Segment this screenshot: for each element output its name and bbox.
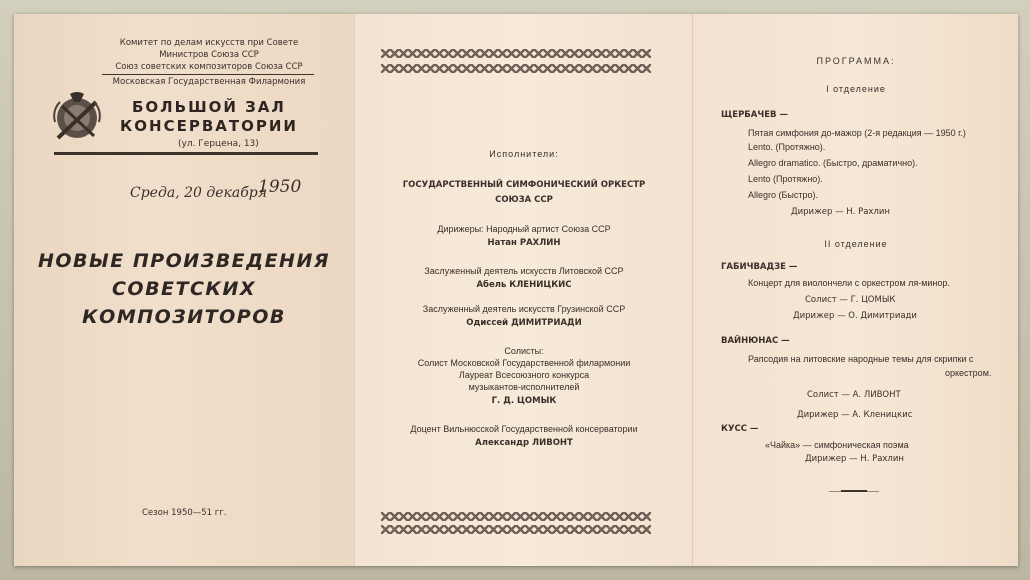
orchestra-name-line-1: ГОСУДАРСТВЕННЫЙ СИМФОНИЧЕСКИЙ ОРКЕСТР bbox=[402, 180, 646, 190]
concert-title-line-2: СОВЕТСКИХ bbox=[111, 278, 257, 300]
composer-3: ВАЙНЮНАС — bbox=[721, 336, 790, 346]
hall-name-line-1: БОЛЬШОЙ ЗАЛ bbox=[132, 98, 286, 116]
program-panel bbox=[692, 14, 1018, 566]
conductor-1-name: Натан РАХЛИН bbox=[487, 238, 561, 248]
soloists-label: Солисты: bbox=[504, 346, 544, 356]
header-divider bbox=[102, 74, 314, 75]
top-ornament-line-1 bbox=[381, 49, 651, 58]
part-2-heading: II отделение bbox=[824, 239, 888, 249]
orchestra-name-line-2: СОЮЗА ССР bbox=[495, 195, 553, 205]
end-ornament-line bbox=[829, 491, 879, 492]
performers-panel bbox=[354, 14, 692, 566]
header-line-4: Московская Государственная Филармония bbox=[112, 77, 306, 87]
season-label: Сезон 1950—51 гг. bbox=[142, 508, 227, 518]
part-1-heading: I отделение bbox=[826, 84, 886, 94]
hall-divider bbox=[54, 152, 318, 155]
performers-heading: Исполнители: bbox=[489, 149, 559, 159]
work-3-title-line-2: оркестром. bbox=[945, 368, 992, 378]
conductor-2-name: Абель КЛЕНИЦКИС bbox=[476, 280, 572, 290]
work-1-movement-3: Lento (Протяжно). bbox=[748, 174, 823, 184]
conservatory-emblem-icon bbox=[50, 88, 104, 146]
bottom-ornament-line-1 bbox=[381, 512, 651, 521]
conductor-3-name: Одиссей ДИМИТРИАДИ bbox=[466, 318, 582, 328]
conductors-label: Дирижеры: Народный артист Союза ССР bbox=[437, 224, 611, 234]
composer-4: КУСС — bbox=[721, 424, 759, 434]
work-1-movement-4: Allegro (Быстро). bbox=[748, 190, 819, 200]
cover-panel bbox=[14, 14, 354, 566]
conductor-3-title: Заслуженный деятель искусств Грузинской ССР bbox=[422, 304, 626, 314]
hall-name-line-2: КОНСЕРВАТОРИИ bbox=[120, 117, 298, 135]
work-1-conductor: Дирижер — Н. Рахлин bbox=[791, 207, 890, 217]
work-2-title: Концерт для виолончели с оркестром ля-минор. bbox=[748, 278, 950, 288]
work-4-conductor: Дирижер — Н. Рахлин bbox=[805, 454, 904, 464]
work-4-title: «Чайка» — симфоническая поэма bbox=[765, 440, 909, 450]
soloist-1-title-line-3: музыкантов-исполнителей bbox=[468, 382, 580, 392]
program-heading: ПРОГРАММА: bbox=[816, 56, 896, 66]
concert-program-sheet bbox=[14, 14, 1018, 566]
conductor-2-title: Заслуженный деятель искусств Литовской ССР bbox=[424, 266, 624, 276]
work-1-movement-1: Lento. (Протяжно). bbox=[748, 142, 826, 152]
work-1-title: Пятая симфония до-мажор (2-я редакция — 1950 г.) bbox=[748, 128, 966, 138]
soloist-1-title-line-2: Лауреат Всесоюзного конкурса bbox=[458, 370, 590, 380]
composer-1: ЩЕРБАЧЕВ — bbox=[721, 110, 788, 120]
header-line-2: Министров Союза ССР bbox=[159, 50, 259, 60]
header-line-1: Комитет по делам искусств при Совете bbox=[119, 38, 299, 48]
soloist-2-title: Доцент Вильнюсской Государственной консерватории bbox=[410, 424, 638, 434]
bottom-ornament-line-2 bbox=[381, 525, 651, 534]
composer-2: ГАБИЧВАДЗЕ — bbox=[721, 262, 798, 272]
concert-title-line-3: КОМПОЗИТОРОВ bbox=[82, 306, 286, 328]
concert-title-line-1: НОВЫЕ ПРОИЗВЕДЕНИЯ bbox=[38, 250, 330, 272]
work-3-conductor: Дирижер — А. Кленицкис bbox=[797, 410, 913, 420]
work-3-title-line-1: Рапсодия на литовские народные темы для скрипки с bbox=[748, 354, 974, 364]
soloist-1-title-line-1: Солист Московской Государственной филармонии bbox=[417, 358, 631, 368]
work-3-soloist: Солист — А. ЛИВОНТ bbox=[807, 390, 901, 400]
top-ornament-line-2 bbox=[381, 64, 651, 73]
soloist-2-name: Александр ЛИВОНТ bbox=[475, 438, 573, 448]
concert-year: 1950 bbox=[258, 177, 302, 197]
work-2-conductor: Дирижер — О. Димитриади bbox=[793, 311, 917, 321]
soloist-1-name: Г. Д. ЦОМЫК bbox=[491, 396, 557, 406]
work-2-soloist: Солист — Г. ЦОМЫК bbox=[805, 295, 896, 305]
hall-address: (ул. Герцена, 13) bbox=[178, 139, 259, 149]
work-1-movement-2: Allegro dramatico. (Быстро, драматично). bbox=[748, 158, 918, 168]
header-line-3: Союз советских композиторов Союза ССР bbox=[115, 62, 303, 72]
concert-date: Среда, 20 декабря bbox=[130, 185, 267, 201]
